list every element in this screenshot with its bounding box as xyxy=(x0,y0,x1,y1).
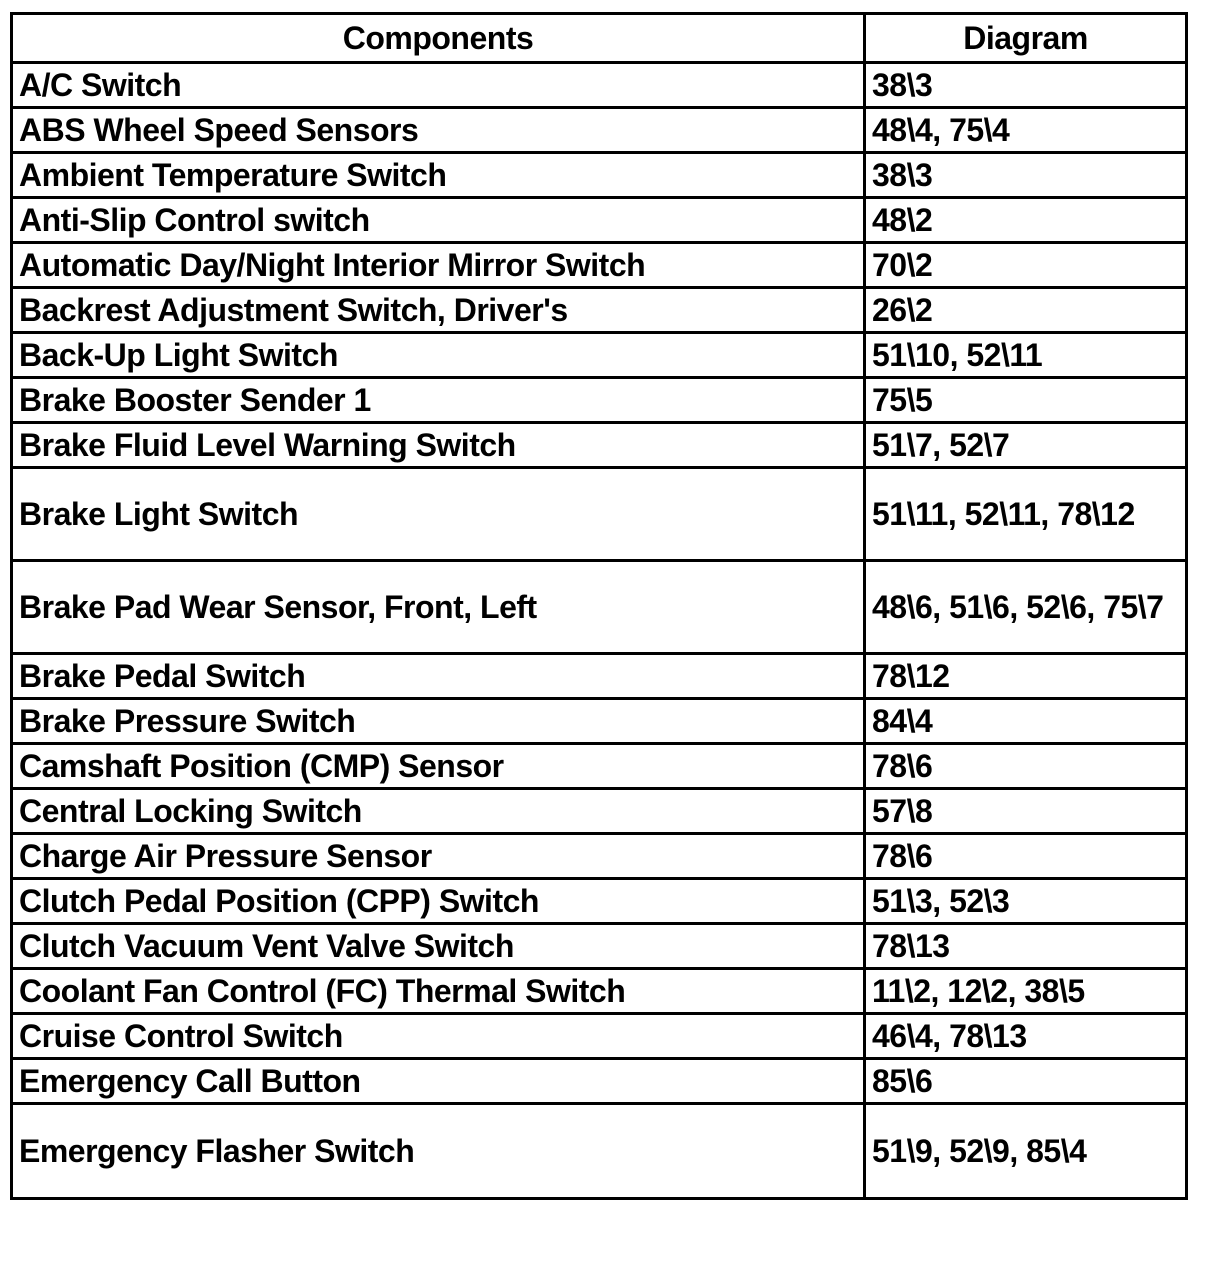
diagram-cell: 51\10, 52\11 xyxy=(865,333,1187,378)
table-row xyxy=(12,924,1187,969)
diagram-cell: 70\2 xyxy=(865,243,1187,288)
table-row xyxy=(12,1014,1187,1059)
component-cell: Brake Booster Sender 1 xyxy=(12,378,865,423)
component-cell: Brake Pad Wear Sensor, Front, Left xyxy=(12,561,865,654)
table-row xyxy=(12,789,1187,834)
component-cell: Ambient Temperature Switch xyxy=(12,153,865,198)
component-cell: Emergency Call Button xyxy=(12,1059,865,1104)
component-cell: Cruise Control Switch xyxy=(12,1014,865,1059)
table-row xyxy=(12,654,1187,699)
component-cell: Camshaft Position (CMP) Sensor xyxy=(12,744,865,789)
component-cell: Clutch Vacuum Vent Valve Switch xyxy=(12,924,865,969)
diagram-cell: 78\6 xyxy=(865,744,1187,789)
table-row xyxy=(12,1059,1187,1104)
table-row xyxy=(12,288,1187,333)
table-row xyxy=(12,879,1187,924)
component-cell: Brake Pedal Switch xyxy=(12,654,865,699)
diagram-cell: 48\6, 51\6, 52\6, 75\7 xyxy=(865,561,1187,654)
diagram-cell: 38\3 xyxy=(865,63,1187,108)
diagram-cell: 78\13 xyxy=(865,924,1187,969)
table-row xyxy=(12,63,1187,108)
diagram-cell: 51\3, 52\3 xyxy=(865,879,1187,924)
component-cell: Brake Pressure Switch xyxy=(12,699,865,744)
component-cell: A/C Switch xyxy=(12,63,865,108)
component-cell: Brake Light Switch xyxy=(12,468,865,561)
diagram-cell: 51\9, 52\9, 85\4 xyxy=(865,1104,1187,1199)
component-cell: Automatic Day/Night Interior Mirror Switch xyxy=(12,243,865,288)
table-row xyxy=(12,834,1187,879)
component-cell: ABS Wheel Speed Sensors xyxy=(12,108,865,153)
component-cell: Anti-Slip Control switch xyxy=(12,198,865,243)
diagram-cell: 48\4, 75\4 xyxy=(865,108,1187,153)
table-row xyxy=(12,153,1187,198)
header-components: Components xyxy=(12,14,865,63)
table-row xyxy=(12,333,1187,378)
table-row xyxy=(12,1104,1187,1199)
component-cell: Charge Air Pressure Sensor xyxy=(12,834,865,879)
diagram-cell: 51\7, 52\7 xyxy=(865,423,1187,468)
component-cell: Back-Up Light Switch xyxy=(12,333,865,378)
diagram-cell: 11\2, 12\2, 38\5 xyxy=(865,969,1187,1014)
header-diagram: Diagram xyxy=(865,14,1187,63)
table-row xyxy=(12,969,1187,1014)
component-cell: Central Locking Switch xyxy=(12,789,865,834)
table-row xyxy=(12,468,1187,561)
table-row xyxy=(12,699,1187,744)
diagram-cell: 26\2 xyxy=(865,288,1187,333)
diagram-cell: 46\4, 78\13 xyxy=(865,1014,1187,1059)
diagram-cell: 57\8 xyxy=(865,789,1187,834)
component-cell: Backrest Adjustment Switch, Driver's xyxy=(12,288,865,333)
component-cell: Emergency Flasher Switch xyxy=(12,1104,865,1199)
diagram-cell: 51\11, 52\11, 78\12 xyxy=(865,468,1187,561)
table-row xyxy=(12,744,1187,789)
component-cell: Coolant Fan Control (FC) Thermal Switch xyxy=(12,969,865,1014)
table-row xyxy=(12,378,1187,423)
table-row xyxy=(12,108,1187,153)
diagram-cell: 84\4 xyxy=(865,699,1187,744)
component-cell: Brake Fluid Level Warning Switch xyxy=(12,423,865,468)
table-row xyxy=(12,423,1187,468)
components-table xyxy=(10,12,1188,1200)
table-header-row xyxy=(12,14,1187,63)
table-row xyxy=(12,243,1187,288)
diagram-cell: 78\12 xyxy=(865,654,1187,699)
table-row xyxy=(12,198,1187,243)
diagram-cell: 75\5 xyxy=(865,378,1187,423)
component-cell: Clutch Pedal Position (CPP) Switch xyxy=(12,879,865,924)
diagram-cell: 85\6 xyxy=(865,1059,1187,1104)
table-row xyxy=(12,561,1187,654)
diagram-cell: 48\2 xyxy=(865,198,1187,243)
diagram-cell: 38\3 xyxy=(865,153,1187,198)
diagram-cell: 78\6 xyxy=(865,834,1187,879)
